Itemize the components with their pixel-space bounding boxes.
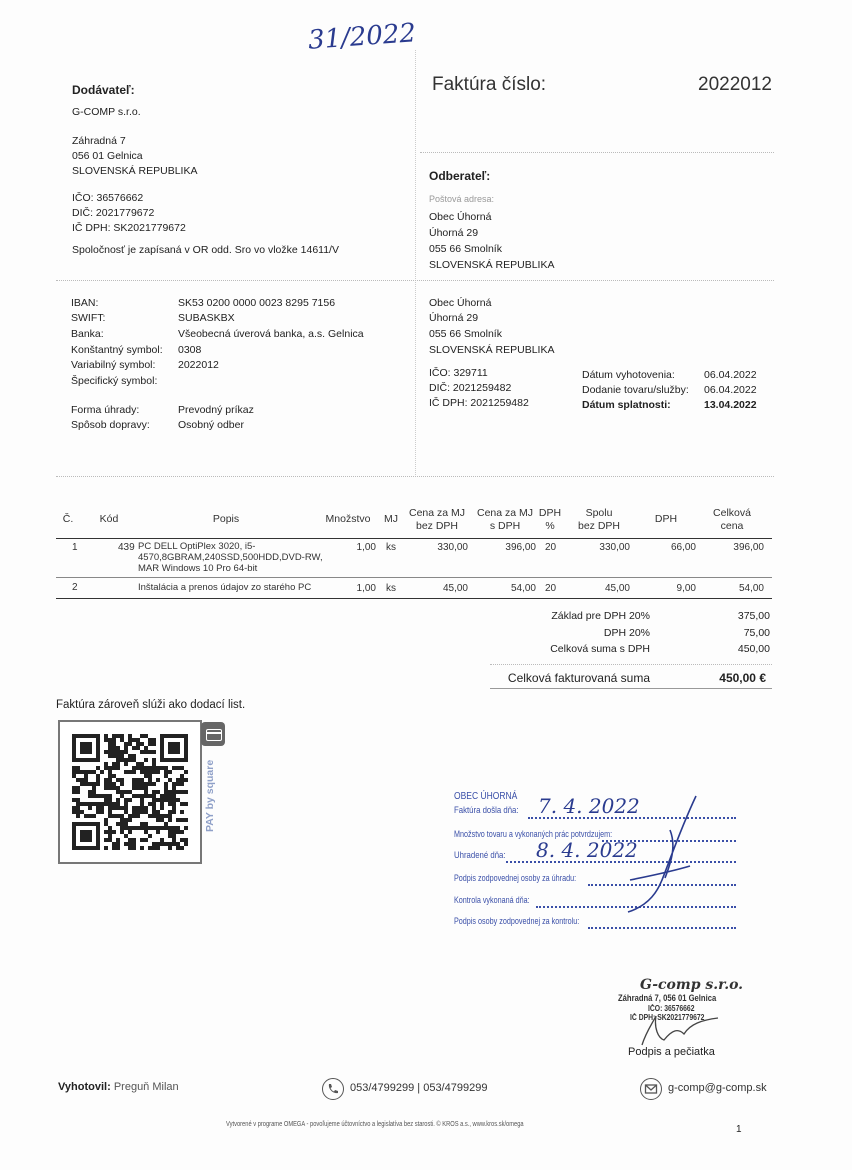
supplier-register: Spoločnosť je zapísaná v OR odd. Sro vo vložke 14611/V — [72, 244, 339, 256]
supplier-icdph: IČ DPH: SK2021779672 — [72, 222, 186, 234]
customer-line: Úhorná 29 — [429, 312, 479, 324]
col-header-sum: Spolu bez DPH — [577, 507, 620, 532]
handwritten-signature — [610, 790, 710, 920]
supplier-name: G-COMP s.r.o. — [72, 106, 141, 118]
payment-label: Konštantný symbol: — [71, 344, 163, 356]
payment-label: Variabilný symbol: — [71, 359, 156, 371]
date-label: Dodanie tovaru/služby: — [582, 384, 689, 396]
supplier-heading: Dodávateľ: — [72, 83, 135, 97]
supplier-dic: DIČ: 2021779672 — [72, 207, 155, 219]
col-header-qty: Množstvo — [325, 513, 371, 525]
page-number: 1 — [736, 1124, 742, 1135]
col-header-no: Č. — [62, 513, 74, 525]
col-header-unit: MJ — [384, 513, 398, 525]
stamp-paid-value: 8. 4. 2022 — [536, 838, 638, 862]
date-label: Dátum splatnosti: — [582, 399, 671, 411]
company-signature — [632, 1010, 722, 1050]
total-label: Celková suma s DPH — [550, 643, 650, 655]
email-address: g-comp@g-comp.sk — [668, 1082, 767, 1094]
postal-label: Poštová adresa: — [429, 194, 495, 204]
date-label: Dátum vyhotovenia: — [582, 369, 675, 381]
payment-value: 0308 — [178, 344, 202, 356]
stamp-received-label: Faktúra došla dňa: — [454, 805, 519, 816]
customer-line: Obec Úhorná — [429, 297, 492, 309]
vat-value: 75,00 — [743, 627, 770, 639]
method-value: Osobný odber — [178, 419, 244, 431]
base-label: Základ pre DPH 20% — [551, 610, 650, 622]
cell-code: 439 — [118, 542, 135, 553]
issued-by: Vyhotovil: Preguň Milan — [58, 1081, 179, 1093]
postal-line: Úhorná 29 — [429, 227, 479, 239]
method-label: Forma úhrady: — [71, 404, 140, 416]
col-header-code: Kód — [99, 513, 119, 525]
supplier-ico: IČO: 36576662 — [72, 192, 144, 204]
company-stamp-ico: IČO: 36576662 — [648, 1004, 695, 1013]
company-stamp-icdph: IČ DPH: SK2021779672 — [630, 1013, 705, 1022]
payment-label: Špecifický symbol: — [71, 375, 158, 387]
cell-total: 396,00 — [733, 542, 764, 553]
cell-total: 54,00 — [738, 583, 764, 594]
cell-price-incl: 54,00 — [510, 583, 536, 594]
cell-unit: ks — [386, 583, 396, 594]
payment-label: SWIFT: — [71, 312, 106, 324]
col-header-price-excl: Cena za MJ bez DPH — [408, 507, 466, 532]
method-label: Spôsob dopravy: — [71, 419, 150, 431]
handwritten-note: 31/2022 — [307, 18, 417, 56]
col-header-total: Celková cena — [713, 507, 751, 532]
stamp-control-label: Kontrola vykonaná dňa: — [454, 895, 530, 905]
payment-value: Všeobecná úverová banka, a.s. Gelnica — [178, 328, 364, 340]
cell-sum: 330,00 — [599, 542, 630, 553]
cell-unit: ks — [386, 542, 396, 553]
supplier-country: SLOVENSKÁ REPUBLIKA — [72, 165, 198, 177]
cell-vat-pct: 20 — [545, 583, 557, 594]
due-date-value: 13.04.2022 — [704, 399, 757, 411]
supplier-street: Záhradná 7 — [72, 135, 126, 147]
cell-sum: 45,00 — [604, 583, 630, 594]
payment-value: SUBASKBX — [178, 312, 235, 324]
delivery-note: Faktúra zároveň slúži ako dodací list. — [56, 699, 246, 711]
cell-qty: 1,00 — [356, 542, 376, 553]
cell-vat: 9,00 — [676, 583, 696, 594]
payment-value: SK53 0200 0000 0023 8295 7156 — [178, 297, 336, 309]
cell-price-excl: 45,00 — [442, 583, 468, 594]
customer-heading: Odberateľ: — [429, 169, 491, 183]
stamp-confirm-label: Množstvo tovaru a vykonaných prác potvrdzujem: — [454, 829, 613, 839]
date-value: 06.04.2022 — [704, 384, 757, 396]
total-value: 450,00 — [737, 643, 770, 655]
col-header-vat-pct: DPH % — [538, 507, 562, 532]
phone-numbers: 053/4799299 | 053/4799299 — [350, 1082, 488, 1094]
stamp-sign1-label: Podpis zodpovednej osoby za úhradu: — [454, 873, 577, 883]
invoiced-value: 450,00 € — [719, 671, 766, 685]
date-value: 06.04.2022 — [704, 369, 757, 381]
col-header-desc: Popis — [212, 513, 240, 525]
customer-line: SLOVENSKÁ REPUBLIKA — [429, 344, 555, 356]
invoice-number: 2022012 — [698, 74, 772, 95]
stamp-paid-label: Uhradené dňa: — [454, 850, 506, 861]
col-header-vat: DPH — [654, 513, 678, 525]
email-icon — [640, 1078, 662, 1100]
customer-icdph: IČ DPH: 2021259482 — [429, 397, 529, 409]
cell-desc: PC DELL OptiPlex 3020, i5- 4570,8GBRAM,240SSD,500HDD,DVD-RW, MAR Windows 10 Pro 64-bit — [138, 541, 323, 574]
company-stamp-address: Záhradná 7, 056 01 Gelnica — [618, 993, 717, 1003]
cell-price-incl: 396,00 — [505, 542, 536, 553]
customer-line: 055 66 Smolník — [429, 328, 502, 340]
cell-vat: 66,00 — [670, 542, 696, 553]
cell-qty: 1,00 — [356, 583, 376, 594]
invoiced-label: Celková fakturovaná suma — [507, 671, 650, 685]
customer-dic: DIČ: 2021259482 — [429, 382, 512, 394]
stamp-sign2-label: Podpis osoby zodpovednej za kontrolu: — [454, 916, 580, 926]
payment-label: Banka: — [71, 328, 104, 340]
cell-price-excl: 330,00 — [437, 542, 468, 553]
stamp-title: OBEC ÚHORNÁ — [454, 791, 518, 802]
col-header-price-incl: Cena za MJ s DPH — [476, 507, 534, 532]
cell-desc: Inštalácia a prenos údajov zo starého PC — [138, 582, 312, 593]
phone-icon — [322, 1078, 344, 1100]
qr-code — [58, 720, 202, 864]
card-icon — [201, 722, 225, 746]
base-value: 375,00 — [737, 610, 770, 622]
signature-caption: Podpis a pečiatka — [628, 1046, 715, 1058]
payment-value: 2022012 — [178, 359, 219, 371]
stamp-received-value: 7. 4. 2022 — [538, 794, 640, 818]
cell-no: 1 — [72, 542, 78, 553]
invoice-title-label: Faktúra číslo: — [432, 74, 547, 95]
postal-line: SLOVENSKÁ REPUBLIKA — [429, 259, 555, 271]
cell-vat-pct: 20 — [545, 542, 557, 553]
customer-ico: IČO: 329711 — [429, 367, 488, 379]
payment-label: IBAN: — [71, 297, 99, 309]
postal-line: 055 66 Smolník — [429, 243, 502, 255]
company-stamp-logo: G-comp s.r.o. — [640, 977, 744, 993]
method-value: Prevodný príkaz — [178, 404, 254, 416]
supplier-city: 056 01 Gelnica — [72, 150, 143, 162]
qr-code-image — [60, 722, 200, 862]
software-note: Vytvorené v programe OMEGA - povoľujeme účtovníctvo a legislatíva bez starosti. © KROS a.s., www.kros.sk/omega — [226, 1121, 524, 1128]
vat-label: DPH 20% — [603, 627, 650, 639]
pay-by-square-label: PAY by square — [204, 759, 216, 832]
postal-line: Obec Úhorná — [429, 211, 492, 223]
cell-no: 2 — [72, 582, 78, 593]
